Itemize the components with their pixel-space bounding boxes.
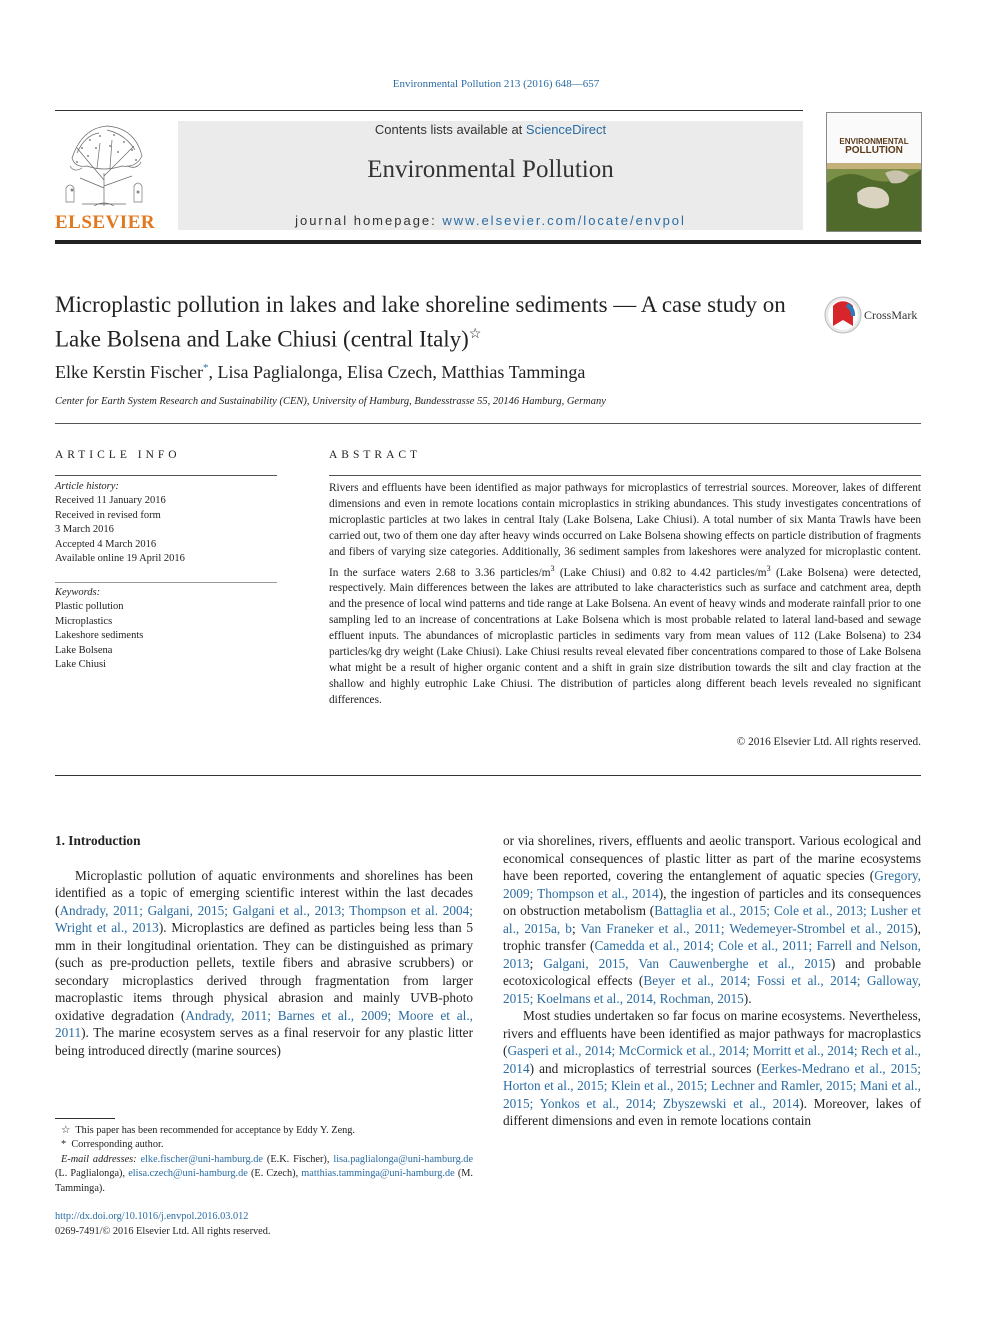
citation-link[interactable]: Battaglia et al., 2015; Cole et al., 2013; Lusher et al., 2015a, b <box>503 903 921 936</box>
journal-cover-thumbnail[interactable] <box>826 112 922 232</box>
doi-link[interactable]: http://dx.doi.org/10.1016/j.envpol.2016.03.012 <box>55 1211 249 1222</box>
body-column-right <box>503 832 921 1130</box>
paragraph-text: ). Moreover, lakes of different dimensions and even in remote locations contain <box>503 1095 921 1128</box>
footnote-mark: ☆ <box>61 1125 71 1136</box>
sciencedirect-link[interactable]: ScienceDirect <box>525 122 607 137</box>
intro-paragraph-1 <box>55 867 473 1060</box>
citation-link[interactable]: Camedda et al., 2014; Cole et al., 2011; Farrell and Nelson, 2013 <box>503 938 921 971</box>
title-footnote-mark[interactable]: ☆ <box>468 327 482 342</box>
journal-homepage-link[interactable]: www.elsevier.com/locate/envpol <box>442 213 686 228</box>
abstract-heading: ABSTRACT <box>329 449 422 461</box>
keyword: Plastic pollution <box>55 601 124 613</box>
footnote-text: Corresponding author. <box>71 1139 164 1151</box>
issn-line: 0269-7491/© 2016 Elsevier Ltd. All rights reserved. <box>55 1226 271 1237</box>
keyword: Lakeshore sediments <box>55 630 144 642</box>
homepage-line <box>178 213 803 228</box>
author-name: Matthias Tamminga <box>441 362 586 382</box>
paragraph-text: ). The marine ecosystem serves as a final reservoir for any plastic litter being introduced directly (marine sources) <box>55 1025 473 1058</box>
article-title <box>55 290 815 355</box>
elsevier-wordmark: ELSEVIER <box>55 212 156 233</box>
author-name: Lisa Paglialonga <box>217 362 338 382</box>
footnote-recommendation <box>55 1124 473 1138</box>
author-4 <box>441 362 585 382</box>
abstract-part: Rivers and effluents have been identified as major pathways for microplastics of terrestrial sources. Moreover, lakes of different dimensions and even in remote locations contain microplastics in striking abundances. This study investigates concentrations of microplastic particles at two lakes in central Italy (Lake Bolsena, Lake Chiusi). A total number of six Manta Trawls have been carried out, two of them one day after heavy winds occurred on Lake Bolsena showing effects on particle distribution of fragments and fibers of varying size categories. Additionally, 36 sediment samples from lakeshores were analyzed for microplastic content. In the surface waters 2.68 to 3.36 particles/m <box>329 482 921 579</box>
superscript: 3 <box>550 563 555 573</box>
section-heading-introduction: 1. Introduction <box>55 833 141 848</box>
author-list <box>55 362 585 383</box>
paragraph-text: ). <box>743 990 752 1006</box>
cover-title-line-1: ENVIRONMENTAL <box>839 137 909 146</box>
author-name: Elke Kerstin Fischer <box>55 362 203 382</box>
paragraph-text: ; <box>571 920 581 936</box>
paragraph-text: ) and probable ecotoxicological effects ( <box>503 955 921 988</box>
footnote-mark: * <box>61 1139 67 1151</box>
crossmark-icon <box>824 296 862 334</box>
abstract-rule <box>329 475 921 476</box>
history-item: Available online 19 April 2016 <box>55 553 185 565</box>
footnote-corresponding <box>55 1138 473 1152</box>
contents-line <box>178 122 803 137</box>
header-thick-rule <box>55 240 921 244</box>
journal-name: Environmental Pollution <box>367 156 614 183</box>
keyword: Lake Chiusi <box>55 659 107 671</box>
keywords-rule <box>55 582 277 583</box>
footnotes <box>55 1124 473 1196</box>
citation-link[interactable]: Galgani, 2015, Van Cauwenberghe et al., 2015 <box>543 955 831 971</box>
paragraph-text: or via shorelines, rivers, effluents and aeolic transport. Various ecological and economical consequences of plastic litter as part of the marine ecosystems have been reported, covering the entanglement of aquatic species ( <box>503 833 921 883</box>
paragraph-text: ), the ingestion of particles and its consequences on obstruction metabolism ( <box>503 885 922 918</box>
citation-link[interactable]: Gasperi et al., 2014; McCormick et al., 2014; Morritt et al., 2014; Rech et al., 2014 <box>503 1043 921 1076</box>
paragraph-text: ), trophic transfer ( <box>503 920 921 953</box>
cover-title-line-2: POLLUTION <box>845 145 903 156</box>
header-top-rule <box>55 110 803 111</box>
homepage-prefix: journal homepage: <box>295 213 443 228</box>
author-2 <box>217 362 346 382</box>
history-item: 3 March 2016 <box>55 524 114 536</box>
affiliation-rule <box>55 423 921 424</box>
abstract-part: (Lake Chiusi) and 0.82 to 4.42 particles/m <box>554 566 767 579</box>
email-link-czech[interactable]: elisa.czech@uni-hamburg.de <box>128 1168 248 1180</box>
email-link-paglialonga[interactable]: lisa.paglialonga@uni-hamburg.de <box>333 1153 474 1165</box>
crossmark-label: CrossMark <box>864 308 918 322</box>
keywords-label: Keywords: <box>55 587 101 598</box>
journal-citation[interactable]: Environmental Pollution 213 (2016) 648—657 <box>392 78 600 90</box>
email-owner: (E.K. Fischer), <box>263 1153 334 1165</box>
paragraph-text: Microplastic pollution of aquatic environments and shorelines has been identified as a topic of emerging scientific interest within the last decades ( <box>55 867 473 918</box>
email-owner: (L. Paglialonga), <box>55 1168 129 1180</box>
article-history <box>55 480 277 566</box>
email-label: E-mail addresses: <box>61 1153 141 1165</box>
abstract-text <box>329 481 921 708</box>
superscript: 3 <box>766 563 771 573</box>
paragraph-text: Most studies undertaken so far focus on marine ecosystems. Nevertheless, rivers and effluents have been identified as major pathways for macroplastics ( <box>503 1008 921 1058</box>
keyword: Lake Bolsena <box>55 644 113 656</box>
author-1 <box>55 362 217 382</box>
body-column-left <box>55 832 473 1059</box>
paragraph-text: ). Microplastics are defined as particles being less than 5 mm in their longitudinal orientation. They can be distinguished as primary (such as pre-production pellets, textile fibers and abrasive scrubbers) or secondary microplastics derived through fragmentation from larger macroplastic items through physical abrasion and mainly UVB-photo oxidative degradation ( <box>55 920 473 1023</box>
intro-paragraph-3 <box>503 1007 921 1130</box>
journal-cover-image <box>827 113 921 231</box>
citation-link[interactable]: Andrady, 2011; Galgani, 2015; Galgani et al., 2013; Thompson et al. 2004; Wright et al., 2013 <box>55 902 473 935</box>
contents-prefix: Contents lists available at <box>374 122 526 137</box>
keyword: Microplastics <box>55 615 113 627</box>
history-item: Accepted 4 March 2016 <box>55 538 157 550</box>
corresponding-author-mark[interactable]: * <box>202 362 209 374</box>
footnote-emails <box>55 1153 473 1196</box>
author-name: Elisa Czech <box>346 362 433 382</box>
keywords <box>55 586 277 672</box>
citation-link[interactable]: Beyer et al., 2014; Fossi et al., 2014; Galloway, 2015; Koelmans et al., 2014, Rochman, 2015 <box>503 973 921 1006</box>
email-link-tamminga[interactable]: matthias.tamminga@uni-hamburg.de <box>301 1168 455 1180</box>
history-label: Article history: <box>55 481 119 492</box>
footnote-rule <box>55 1118 115 1119</box>
article-title-text: Microplastic pollution in lakes and lake shoreline sediments — A case study on Lake Bolsena and Lake Chiusi (central Italy) <box>55 292 786 352</box>
article-info-rule <box>55 475 277 476</box>
history-item: Received 11 January 2016 <box>55 495 166 507</box>
footnote-text: This paper has been recommended for acceptance by Eddy Y. Zeng. <box>75 1125 356 1136</box>
affiliation: Center for Earth System Research and Sustainability (CEN), University of Hamburg, Bundesstrasse 55, 20146 Hamburg, Germany <box>55 396 606 407</box>
email-owner: (M. Tamminga). <box>55 1168 473 1194</box>
article-info-heading: ARTICLE INFO <box>55 449 181 461</box>
abstract-part: (Lake Bolsena) were detected, respectively. Main differences between the lakes are attributed to lake characteristics such as surface and catchment area, depth and the presence of local wind patterns and tide range at Lake Bolsena. An event of heavy winds and moderate rainfall prior to one sampling led to an increase of concentrations at Lake Bolsena which is most probable related to lateral land-based and sewage effluent inputs. The abundances of microplastic particles in sediments vary from mean values of 112 (Lake Bolsena) to 234 particles/kg dry weight (Lake Chiusi). Lake Chiusi results reveal elevated fiber concentrations compared to those of Lake Bolsena what might be a result of higher organic content and a shift in grain size distribution towards the silt and clay fraction at the shallow and highly eutrophic Lake Chiusi. The distribution of particles along different beach levels revealed no significant differences. <box>329 566 921 706</box>
author-separator: , <box>208 362 218 382</box>
citation-link[interactable]: Eerkes-Medrano et al., 2015; Horton et al., 2015; Klein et al., 2015; Lechner and Ramler, 2015; Mani et al., 2015; Yonkos et al., 2014; Zbyszewski et al., 2014 <box>503 1060 921 1111</box>
author-3 <box>347 362 441 382</box>
citation-link[interactable]: Gregory, 2009; Thompson et al., 2014 <box>503 868 921 901</box>
email-owner: (E. Czech), <box>247 1168 302 1180</box>
paragraph-text: ; <box>529 955 544 971</box>
author-separator: , <box>432 362 442 382</box>
intro-paragraph-2 <box>503 832 921 1007</box>
citation-link[interactable]: Van Franeker et al., 2011; Wedemeyer-Strombel et al., 2015 <box>580 920 914 936</box>
author-separator: , <box>337 362 347 382</box>
history-item: Received in revised form <box>55 509 161 521</box>
crossmark-badge[interactable] <box>824 296 924 336</box>
abstract-copyright: © 2016 Elsevier Ltd. All rights reserved. <box>736 736 921 748</box>
citation-link[interactable]: Andrady, 2011; Barnes et al., 2009; Moore et al., 2011 <box>55 1007 473 1040</box>
email-link-fischer[interactable]: elke.fischer@uni-hamburg.de <box>140 1153 264 1165</box>
paragraph-text: ) and microplastics of terrestrial sources ( <box>529 1060 761 1076</box>
abstract-bottom-rule <box>55 775 921 776</box>
